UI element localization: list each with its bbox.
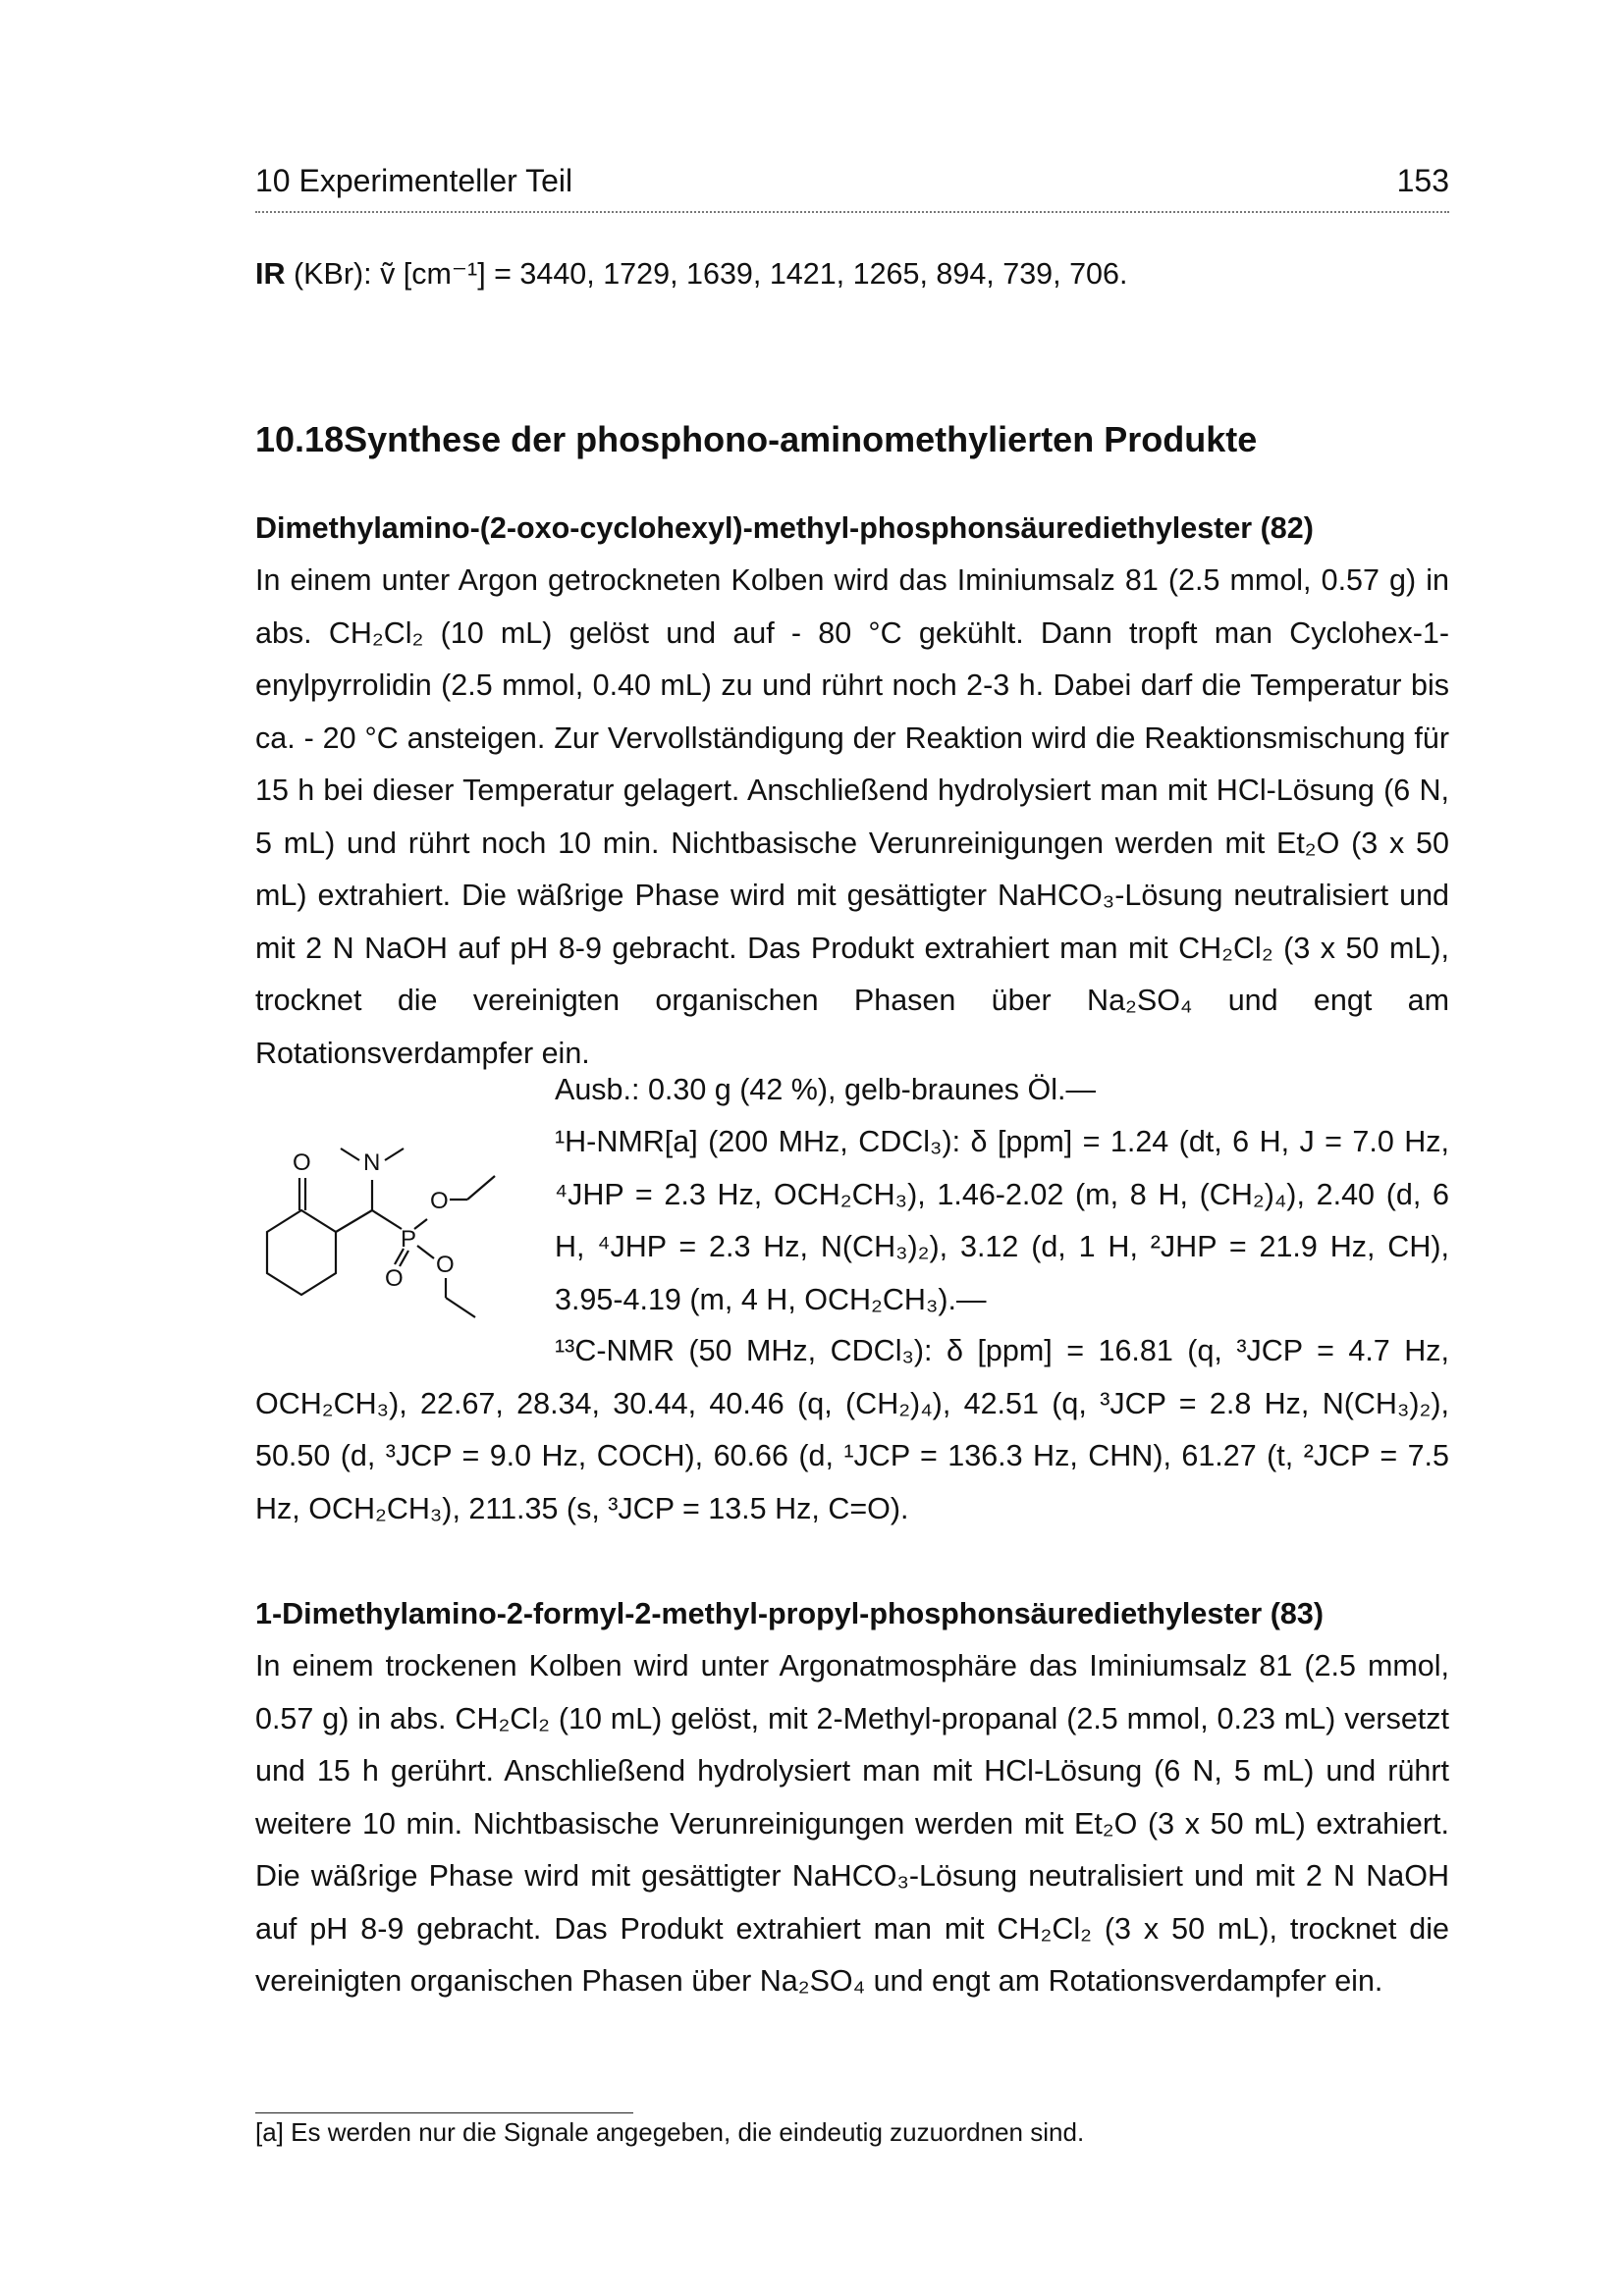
- header-rule: [255, 211, 1449, 213]
- atom-o-ester-1: O: [430, 1188, 449, 1214]
- compound-82-yield: Ausb.: 0.30 g (42 %), gelb-braunes Öl.—: [555, 1073, 1096, 1106]
- footnote: [a] Es werden nur die Signale angegeben, die eindeutig zuzuordnen sind.: [255, 2117, 1085, 2147]
- page-number: 153: [1396, 163, 1449, 198]
- structure-82-image: [257, 1109, 532, 1335]
- atom-n: N: [363, 1149, 381, 1176]
- atom-o-phosphoryl: O: [385, 1265, 404, 1292]
- ir-label: IR: [255, 257, 286, 291]
- compound-82-13c-nmr: ¹³C-NMR (50 MHz, CDCl₃): δ [ppm] = 16.81 (q, ³JCP = 4.7 Hz, OCH₂CH₃), 22.67, 28.34, 30.44, 40.46 (q, (CH₂)₄), 42.51 (q, ³JCP = 2.8 Hz, N(CH₃)₂), 50.50 (d, ³JCP = 9.0 Hz, COCH), 60.66 (d, ¹JCP = 136.3 Hz, CHN), 61.27 (t, ²JCP = 7.5 Hz, OCH₂CH₃), 211.35 (s, ³JCP = 13.5 Hz, C=O).: [255, 1334, 1449, 1525]
- footnote-rule: [255, 2112, 633, 2113]
- atom-o-keto: O: [293, 1149, 311, 1176]
- section-title: Synthese der phosphono-aminomethylierten Produkte: [344, 419, 1258, 459]
- compound-82-1h-nmr: ¹H-NMR[a] (200 MHz, CDCl₃): δ [ppm] = 1.24 (dt, 6 H, J = 7.0 Hz, ⁴JHP = 2.3 Hz, OCH₂CH₃), 1.46-2.02 (m, 8 H, (CH₂)₄), 2.40 (d, 6 H, ⁴JHP = 2.3 Hz, N(CH₃)₂), 3.12 (d, 1 H, ²JHP = 21.9 Hz, CH), 3.95-4.19 (m, 4 H, OCH₂CH₃).—: [555, 1125, 1449, 1316]
- ir-text: (KBr): ṽ [cm⁻¹] = 3440, 1729, 1639, 1421, 1265, 894, 739, 706.: [285, 257, 1128, 291]
- section-number: 10.18: [255, 419, 345, 459]
- ir-line: [255, 248, 1449, 301]
- compound-83-title: 1-Dimethylamino-2-formyl-2-methyl-propyl-phosphonsäurediethylester (83): [255, 1597, 1325, 1630]
- atom-p: P: [401, 1226, 417, 1253]
- section-heading: [255, 419, 1449, 460]
- compound-83-paragraph: In einem trockenen Kolben wird unter Argonatmosphäre das Iminiumsalz 81 (2.5 mmol, 0.57 g) in abs. CH₂Cl₂ (10 mL) gelöst, mit 2-Methyl-propanal (2.5 mmol, 0.23 mL) versetzt und 15 h gerührt. Anschließend hydrolysiert man mit HCl-Lösung (6 N, 5 mL) und rührt weitere 10 min. Nichtbasische Verunreinigungen werden mit Et₂O (3 x 50 mL) extrahiert. Die wäßrige Phase wird mit gesättigter NaHCO₃-Lösung neutralisiert und mit 2 N NaOH auf pH 8-9 gebracht. Das Produkt extrahiert man mit CH₂Cl₂ (3 x 50 mL), trocknet die vereinigten organischen Phasen über Na₂SO₄ und engt am Rotationsverdampfer ein.: [255, 1649, 1449, 1998]
- atom-o-ester-2: O: [436, 1252, 455, 1278]
- compound-82-title: Dimethylamino-(2-oxo-cyclohexyl)-methyl-phosphonsäurediethylester (82): [255, 511, 1314, 545]
- running-header: [255, 163, 1449, 199]
- compound-82-paragraph: In einem unter Argon getrockneten Kolben wird das Iminiumsalz 81 (2.5 mmol, 0.57 g) in abs. CH₂Cl₂ (10 mL) gelöst und auf - 80 °C gekühlt. Dann tropft man Cyclohex-1-enylpyrrolidin (2.5 mmol, 0.40 mL) zu und rührt noch 2-3 h. Dabei darf die Temperatur bis ca. - 20 °C ansteigen. Zur Vervollständigung der Reaktion wird die Reaktionsmischung für 15 h bei dieser Temperatur gelagert. Anschließend hydrolysiert man mit HCl-Lösung (6 N, 5 mL) und rührt noch 10 min. Nichtbasische Verunreinigungen werden mit Et₂O (3 x 50 mL) extrahiert. Die wäßrige Phase wird mit gesättigter NaHCO₃-Lösung neutralisiert und mit 2 N NaOH auf pH 8-9 gebracht. Das Produkt extrahiert man mit CH₂Cl₂ (3 x 50 mL), trocknet die vereinigten organischen Phasen über Na₂SO₄ und engt am Rotationsverdampfer ein.: [255, 563, 1449, 1070]
- cyclohexane-ring: [267, 1210, 336, 1295]
- header-chapter: 10 Experimenteller Teil: [255, 163, 573, 198]
